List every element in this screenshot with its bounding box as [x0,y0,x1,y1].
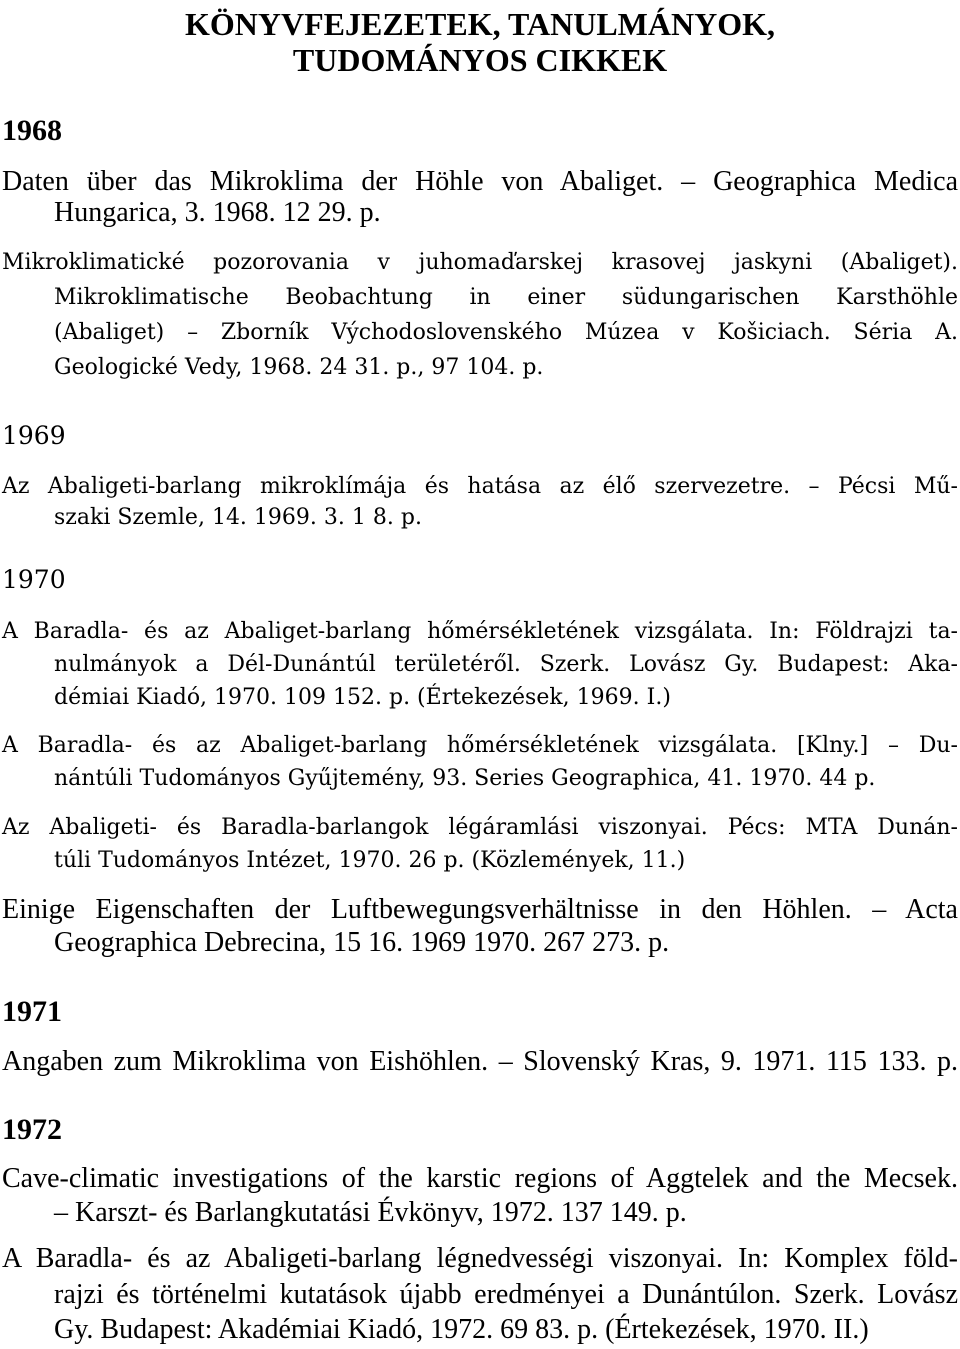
entry-line: Einige Eigenschaften der Luftbewegungsverhältnisse in den Höhlen. – Acta [2,894,958,925]
entry-line: A Baradla- és az Abaliget-barlang hőmérsékletének vizsgálata. [Klny.] – Du- [2,733,958,758]
entry-line: A Baradla- és az Abaliget-barlang hőmérsékletének vizsgálata. In: Földrajzi ta- [2,619,958,644]
entry-line: Gy. Budapest: Akadémiai Kiadó, 1972. 69 83. p. (Értekezések, 1970. II.) [54,1314,869,1345]
year-heading: 1968 [2,114,62,147]
entry-line: Mikroklimatische Beobachtung in einer südungarischen Karsthöhle [54,285,958,310]
entry-line: Az Abaligeti-barlang mikroklímája és hatása az élő szervezetre. – Pécsi Mű- [2,474,958,499]
entry-line: Daten über das Mikroklima der Höhle von Abaliget. – Geographica Medica [2,166,958,197]
entry-line: démiai Kiadó, 1970. 109 152. p. (Értekezések, 1969. I.) [54,685,671,710]
entry-line: Geologické Vedy, 1968. 24 31. p., 97 104. p. [54,355,544,380]
page-title-line-2: TUDOMÁNYOS CIKKEK [292,42,668,78]
entry-line: Geographica Debrecina, 15 16. 1969 1970. 267 273. p. [54,927,670,958]
entry-line: Mikroklimatické pozorovania v juhomaďarskej krasovej jaskyni (Abaliget). [2,250,958,275]
entry-line: Angaben zum Mikroklima von Eishöhlen. – Slovenský Kras, 9. 1971. 115 133. p. [2,1046,958,1077]
year-heading: 1970 [2,565,66,594]
entry-line: A Baradla- és az Abaligeti-barlang légnedvességi viszonyai. In: Komplex föld- [2,1243,958,1274]
year-heading: 1969 [2,421,66,450]
entry-line: Cave-climatic investigations of the karstic regions of Aggtelek and the Mecsek. [2,1163,958,1194]
entry-line: nántúli Tudományos Gyűjtemény, 93. Series Geographica, 41. 1970. 44 p. [54,766,876,791]
page-title-line-1: KÖNYVFEJEZETEK, TANULMÁNYOK, [185,6,775,42]
entry-line: nulmányok a Dél-Dunántúl területéről. Szerk. Lovász Gy. Budapest: Aka- [54,652,958,677]
entry-line: (Abaliget) – Zborník Východoslovenského Múzea v Košiciach. Séria A. [54,320,958,345]
year-heading: 1971 [2,995,62,1028]
entry-line: szaki Szemle, 14. 1969. 3. 1 8. p. [54,505,422,530]
entry-line: Az Abaligeti- és Baradla-barlangok légáramlási viszonyai. Pécs: MTA Dunán- [2,815,958,840]
entry-line: Hungarica, 3. 1968. 12 29. p. [54,197,381,228]
entry-line: – Karszt- és Barlangkutatási Évkönyv, 1972. 137 149. p. [54,1197,687,1228]
year-heading: 1972 [2,1113,62,1146]
entry-line: rajzi és történelmi kutatások újabb eredményei a Dunántúlon. Szerk. Lovász [54,1279,958,1310]
entry-line: túli Tudományos Intézet, 1970. 26 p. (Közlemények, 11.) [54,848,686,873]
